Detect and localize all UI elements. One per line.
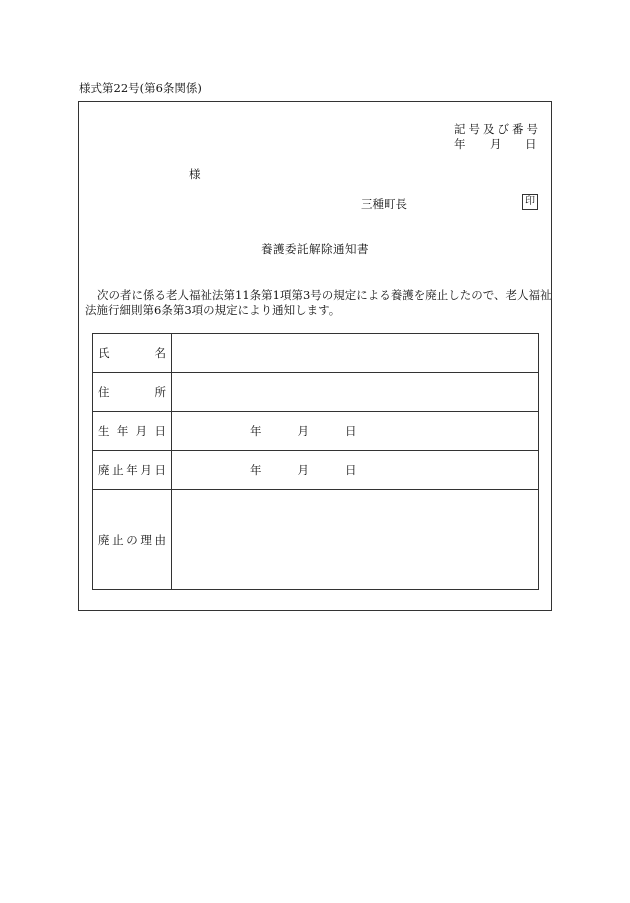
abolition-date-value-cell[interactable] [172,451,539,490]
registry-number-label: 記号及び番号 [454,122,541,136]
info-table [92,333,539,590]
table-row-birthdate [93,412,539,451]
table-row-reason [93,490,539,590]
row-label-birthdate: 生 年 月 日 [98,424,166,438]
birthdate-line [172,423,538,439]
birth-month-label: 月 [297,424,309,438]
label-cell [93,451,172,490]
label-cell [93,490,172,590]
abolition-month-label: 月 [297,463,309,477]
header-date-month: 月 [490,137,502,151]
notice-frame [78,101,552,611]
birthdate-value-cell[interactable] [172,412,539,451]
abolition-year-label: 年 [250,463,262,477]
label-name-part2: 名 [154,346,166,360]
label-address-part2: 所 [154,385,166,399]
reason-value-cell[interactable] [172,490,539,590]
header-date-day: 日 [525,137,537,151]
row-label-reason: 廃 止 の 理 由 [98,532,166,547]
abolition-date-line [172,462,538,478]
address-value-cell[interactable] [172,373,539,412]
row-label-name [93,345,171,361]
birth-year-label: 年 [250,424,262,438]
header-date-year: 年 [454,137,466,151]
label-cell [93,373,172,412]
notice-body-text: 次の者に係る老人福祉法第11条第1項第3号の規定による養護を廃止したので、老人福祉法施行細則第6条第3項の規定により通知します。 [85,288,552,317]
table-row-abolition-date [93,451,539,490]
label-address-part1: 住 [98,385,110,399]
row-label-address [93,384,171,400]
table-row-address [93,373,539,412]
seal-mark: 印 [522,194,538,210]
label-cell [93,412,172,451]
addressee-suffix: 様 [189,167,201,181]
name-value-cell[interactable] [172,334,539,373]
label-name-part1: 氏 [98,346,110,360]
issuer-name: 三種町長 [361,197,407,211]
document-title: 養護委託解除通知書 [261,242,369,256]
birth-day-label: 日 [345,424,357,438]
abolition-day-label: 日 [345,463,357,477]
label-cell [93,334,172,373]
table-row-name [93,334,539,373]
form-number-label: 様式第22号(第6条関係) [79,81,202,95]
row-label-abolition-date: 廃 止 年 月 日 [98,463,166,477]
